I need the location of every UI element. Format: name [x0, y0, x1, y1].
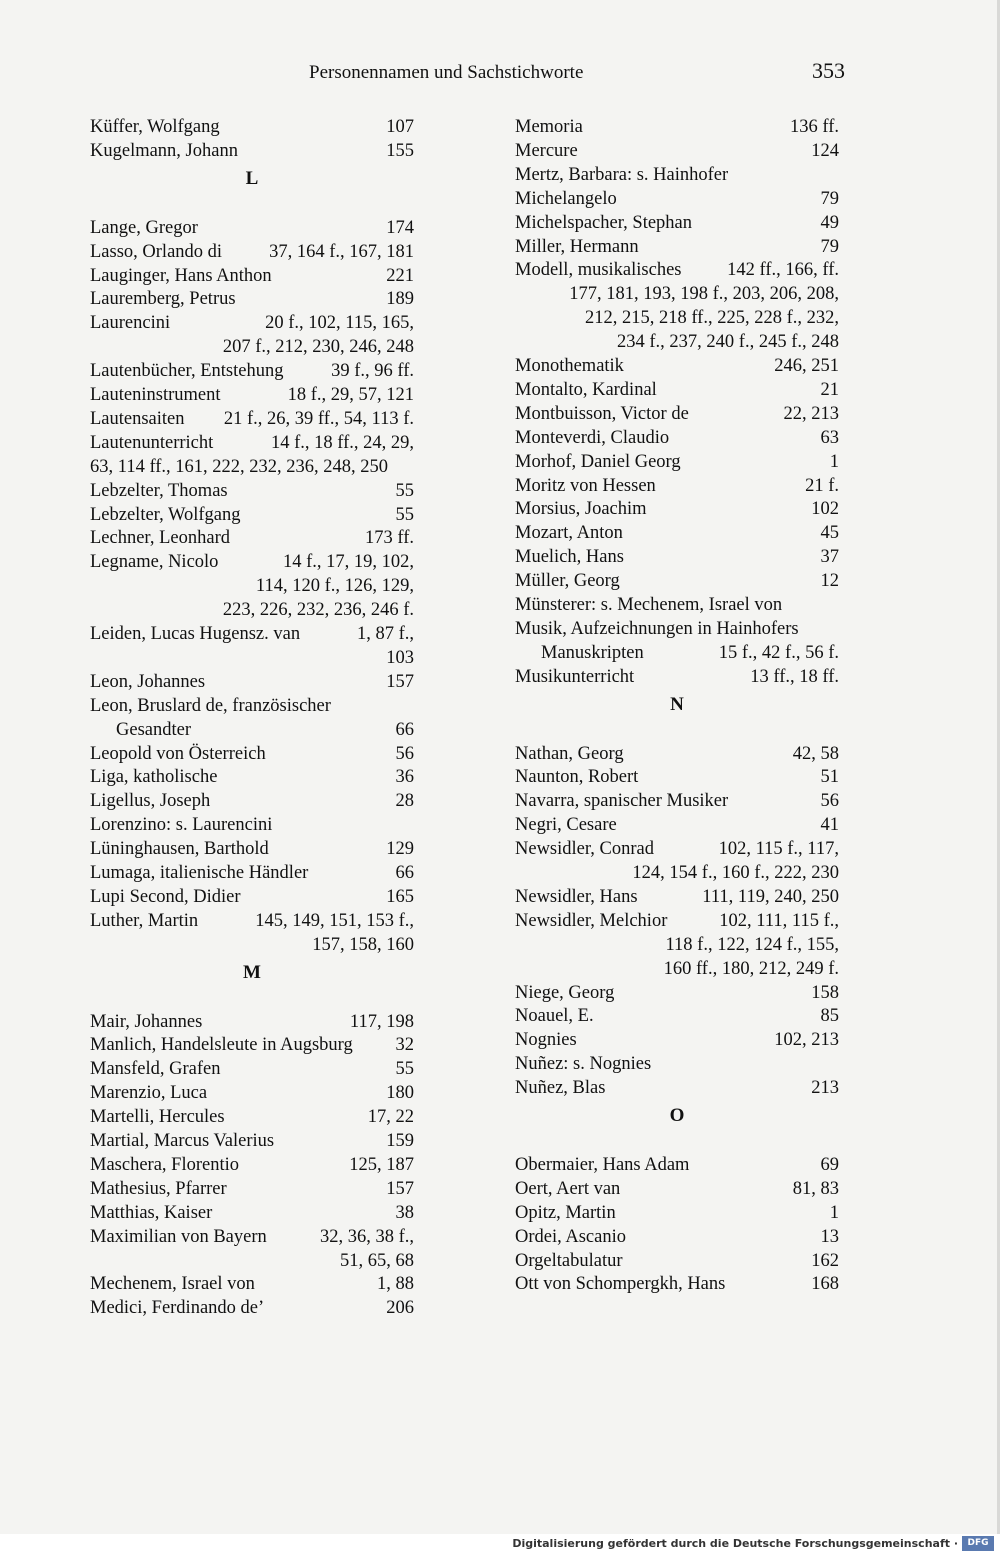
entry-name: Orgeltabulatur [515, 1250, 623, 1271]
entry-pages: 174 [386, 217, 414, 238]
entry-pages: 69 [820, 1154, 839, 1175]
entry-name: Lautenbücher, Entstehung [90, 361, 284, 382]
index-entry [515, 981, 839, 1005]
entry-pages: 55 [395, 504, 414, 525]
index-entry [515, 1052, 839, 1076]
entry-pages: 221 [386, 265, 414, 286]
index-entry [515, 545, 839, 569]
entry-name: Medici, Ferdinando de’ [90, 1298, 265, 1319]
entry-name: Ordei, Ascanio [515, 1226, 626, 1247]
entry-pages: 157 [386, 1178, 414, 1199]
entry-pages: 180 [386, 1083, 414, 1104]
index-entry [515, 933, 839, 957]
section-letter: M [243, 961, 261, 983]
index-entry [90, 1153, 414, 1177]
index-entry [515, 521, 839, 545]
index-entry [90, 383, 414, 407]
entry-name: Liga, katholische [90, 767, 218, 788]
entry-pages: 124 [811, 140, 839, 161]
entry-name: Leon, Johannes [90, 671, 206, 692]
entry-name: Montbuisson, Victor de [515, 403, 689, 424]
entry-name: Monothematik [515, 356, 624, 376]
entry-name: Lautenunterricht [90, 432, 214, 453]
index-entry [515, 1153, 839, 1177]
entry-name: Musikunterricht [515, 666, 635, 687]
dfg-logo: DFG [962, 1536, 994, 1551]
entry-name: Laurencini [90, 313, 171, 334]
entry-pages: 165 [386, 886, 414, 907]
index-entry [515, 306, 839, 330]
entry-pages: 118 f., 122, 124 f., 155, [665, 934, 839, 955]
entry-pages: 41 [820, 815, 839, 836]
entry-pages: 234 f., 237, 240 f., 245 f., 248 [617, 332, 839, 353]
index-entry [515, 641, 839, 665]
index-entry [90, 1057, 414, 1081]
entry-pages: 20 f., 102, 115, 165, [265, 313, 414, 334]
index-entry [90, 813, 414, 837]
index-entry [515, 1076, 839, 1100]
index-entry [90, 216, 414, 240]
entry-name: Michelangelo [515, 188, 617, 209]
index-entry [90, 742, 414, 766]
entry-pages: 142 ff., 166, ff. [727, 260, 839, 281]
index-entry [515, 665, 839, 689]
index-entry [515, 1249, 839, 1273]
entry-name: Küffer, Wolfgang [90, 117, 220, 137]
entry-name: Negri, Cesare [515, 815, 617, 836]
footer-bar [0, 1534, 1000, 1555]
entry-name: Morsius, Joachim [515, 499, 647, 520]
index-entry [515, 617, 839, 641]
index-entry [90, 1129, 414, 1153]
entry-pages: 13 ff., 18 ff. [750, 666, 839, 687]
entry-pages: 63 [820, 427, 839, 448]
entry-name: Monteverdi, Claudio [515, 427, 670, 448]
index-entry [515, 569, 839, 593]
entry-pages: 66 [395, 719, 414, 740]
index-entry [515, 885, 839, 909]
index-entry [90, 503, 414, 527]
entry-name: Miller, Hermann [515, 236, 639, 257]
entry-pages: 28 [395, 791, 414, 812]
entry-pages: 39 f., 96 ff. [331, 361, 414, 382]
entry-pages: 55 [395, 1059, 414, 1080]
entry-pages: 45 [820, 523, 839, 544]
index-entry [90, 1249, 414, 1273]
index-entry [515, 861, 839, 885]
index-entry [90, 240, 414, 264]
entry-name: Martial, Marcus Valerius [90, 1131, 275, 1151]
entry-pages: 173 ff. [365, 528, 414, 549]
index-entry [515, 1201, 839, 1225]
index-entry [515, 1225, 839, 1249]
entry-name: Martelli, Hercules [90, 1107, 225, 1128]
entry-pages: 17, 22 [367, 1107, 414, 1128]
index-entry [515, 282, 839, 306]
entry-name: Newsidler, Hans [515, 886, 638, 907]
entry-pages: 66 [395, 863, 414, 883]
index-entry [90, 335, 414, 359]
entry-name: Mozart, Anton [515, 523, 623, 544]
entry-name: Noauel, E. [515, 1006, 594, 1027]
entry-pages: 18 f., 29, 57, 121 [287, 385, 414, 405]
entry-pages: 15 f., 42 f., 56 f. [718, 642, 839, 663]
index-entry [515, 1028, 839, 1052]
section-letter: O [669, 1105, 685, 1127]
index-entry [90, 646, 414, 670]
index-entry [90, 407, 414, 431]
entry-name: Mair, Johannes [90, 1011, 203, 1032]
index-entry [90, 670, 414, 694]
index-entry [90, 1272, 414, 1296]
index-entry [90, 574, 414, 598]
entry-name: Lange, Gregor [90, 217, 198, 238]
entry-name: Michelspacher, Stephan [515, 212, 693, 233]
entry-name: Moritz von Hessen [515, 475, 656, 496]
entry-name: Lorenzino: s. Laurencini [90, 815, 273, 836]
index-entry [515, 765, 839, 789]
index-entry [515, 1004, 839, 1028]
entry-name: Marenzio, Luca [90, 1083, 208, 1104]
header-title: Personennamen und Sachstichworte [309, 62, 584, 83]
entry-pages: 56 [820, 791, 839, 812]
entry-pages: 124, 154 f., 160 f., 222, 230 [632, 863, 839, 883]
entry-pages: 85 [820, 1006, 839, 1027]
entry-name: Maschera, Florentio [90, 1154, 239, 1175]
index-entry [90, 1177, 414, 1201]
entry-name: Montalto, Kardinal [515, 379, 657, 400]
entry-name: Kugelmann, Johann [90, 140, 238, 161]
entry-pages: 212, 215, 218 ff., 225, 228 f., 232, [584, 308, 839, 329]
index-entry [515, 789, 839, 813]
entry-name: Mertz, Barbara: s. Hainhofer [515, 164, 729, 185]
index-entry [90, 837, 414, 861]
entry-pages: 160 ff., 180, 212, 249 f. [663, 958, 839, 979]
index-entry [515, 258, 839, 282]
entry-name: Münsterer: s. Mechenem, Israel von [515, 595, 783, 615]
entry-pages: 21 f., 26, 39 ff., 54, 113 f. [223, 408, 414, 429]
entry-pages: 189 [386, 289, 414, 310]
index-entry [90, 694, 414, 718]
index-entry [515, 426, 839, 450]
entry-pages: 42, 58 [792, 743, 839, 764]
index-entry [90, 718, 414, 742]
entry-name: Obermaier, Hans Adam [515, 1154, 690, 1175]
entry-pages: 117, 198 [349, 1011, 414, 1032]
page-number: 353 [812, 58, 845, 83]
entry-name: Müller, Georg [515, 571, 620, 592]
entry-pages: 13 [820, 1226, 839, 1247]
index-entry [515, 402, 839, 426]
entry-name: Opitz, Martin [515, 1202, 616, 1223]
index-entry [90, 455, 414, 479]
entry-pages: 223, 226, 232, 236, 246 f. [222, 600, 414, 621]
entry-pages: 145, 149, 151, 153 f., [255, 910, 414, 931]
entry-pages: 32, 36, 38 f., [319, 1226, 414, 1247]
index-entry [90, 909, 414, 933]
index-entry [90, 1225, 414, 1249]
entry-pages: 158 [811, 982, 839, 1003]
entry-pages: 51, 65, 68 [340, 1250, 414, 1271]
entry-name: Matthias, Kaiser [90, 1202, 213, 1223]
entry-pages: 157, 158, 160 [312, 934, 414, 955]
index-entry [515, 593, 839, 617]
entry-pages: 162 [811, 1250, 839, 1271]
index-entry [90, 789, 414, 813]
entry-pages: 213 [811, 1078, 839, 1099]
index-entry [515, 235, 839, 259]
entry-pages: 102, 213 [774, 1030, 839, 1051]
index-entry [515, 909, 839, 933]
index-entry [90, 1033, 414, 1057]
entry-name: Luther, Martin [90, 910, 199, 931]
index-entry [90, 765, 414, 789]
index-entry [515, 450, 839, 474]
entry-pages: 37 [820, 547, 839, 568]
entry-name: Lauteninstrument [90, 385, 221, 405]
index-entry [90, 115, 414, 139]
entry-pages: 32 [395, 1035, 414, 1056]
entry-pages: 102, 111, 115 f., [719, 910, 839, 931]
section-letter: L [245, 167, 259, 189]
entry-pages: 14 f., 17, 19, 102, [282, 552, 414, 573]
entry-name: Lechner, Leonhard [90, 528, 230, 549]
entry-name: Manlich, Handelsleute in Augsburg [90, 1035, 353, 1056]
entry-name: Newsidler, Conrad [515, 839, 655, 860]
entry-name: Manuskripten [541, 642, 644, 663]
index-entry [90, 139, 414, 163]
entry-pages: 103 [386, 647, 414, 668]
entry-pages: 22, 213 [783, 403, 839, 424]
entry-pages: 21 f. [805, 475, 839, 496]
index-entry [90, 526, 414, 550]
entry-pages: 21 [820, 379, 839, 400]
entry-name: Gesandter [116, 719, 191, 740]
index-entry [515, 813, 839, 837]
entry-pages: 1 [829, 1202, 839, 1223]
entry-name: Naunton, Robert [515, 767, 639, 788]
index-entry [90, 1201, 414, 1225]
entry-name: Musik, Aufzeichnungen in Hainhofers [515, 618, 799, 639]
entry-name: Modell, musikalisches [515, 260, 682, 281]
entry-name: Lupi Second, Didier [90, 886, 241, 907]
index-entry [515, 330, 839, 354]
index-entry [90, 1296, 414, 1320]
entry-name: Leon, Bruslard de, französischer [90, 695, 331, 716]
entry-name: Navarra, spanischer Musiker [515, 791, 729, 812]
entry-name: Niege, Georg [515, 982, 615, 1003]
index-entry [515, 1177, 839, 1201]
entry-name: Oert, Aert van [515, 1178, 621, 1199]
entry-pages: 1 [829, 451, 839, 472]
index-entry [90, 885, 414, 909]
index-entry [515, 1272, 839, 1296]
entry-name: Ott von Schompergkh, Hans [515, 1274, 726, 1295]
entry-pages: 168 [811, 1274, 839, 1295]
entry-pages: 79 [820, 236, 839, 257]
index-entry [515, 742, 839, 766]
entry-name: Nuñez, Blas [515, 1078, 606, 1099]
entry-pages: 56 [395, 743, 414, 764]
entry-name: Mercure [515, 140, 578, 161]
index-entry [90, 287, 414, 311]
entry-pages: 14 f., 18 ff., 24, 29, [270, 432, 414, 453]
entry-pages: 136 ff. [790, 117, 839, 137]
entry-pages: 51 [820, 767, 839, 788]
entry-name: Ligellus, Joseph [90, 791, 211, 812]
running-header [0, 58, 1000, 88]
entry-pages: 1, 87 f., [356, 624, 414, 644]
entry-name: Mansfeld, Grafen [90, 1059, 221, 1080]
index-entry [515, 115, 839, 139]
entry-pages: 246, 251 [774, 356, 839, 376]
index-entry [90, 431, 414, 455]
entry-pages: 125, 187 [349, 1154, 414, 1175]
entry-pages: 111, 119, 240, 250 [702, 886, 839, 907]
entry-name: 63, 114 ff., 161, 222, 232, 236, 248, 250 [90, 456, 389, 477]
index-entry [90, 479, 414, 503]
entry-name: Lumaga, italienische Händler [90, 863, 309, 883]
entry-name: Maximilian von Bayern [90, 1226, 267, 1247]
index-entry [90, 1081, 414, 1105]
index-entry [515, 497, 839, 521]
entry-name: Lauginger, Hans Anthon [90, 265, 272, 286]
entry-name: Memoria [515, 117, 583, 137]
entry-pages: 81, 83 [792, 1178, 839, 1199]
funding-credit: Digitalisierung gefördert durch die Deutsche Forschungsgemeinschaft · [512, 1537, 958, 1550]
index-entry [90, 933, 414, 957]
index-entry [90, 1010, 414, 1034]
entry-name: Nathan, Georg [515, 743, 624, 764]
entry-name: Muelich, Hans [515, 547, 624, 568]
section-letter: N [670, 693, 684, 715]
index-entry [515, 163, 839, 187]
entry-pages: 206 [386, 1298, 414, 1319]
entry-name: Mathesius, Pfarrer [90, 1178, 227, 1199]
index-entry [515, 211, 839, 235]
index-entry [90, 622, 414, 646]
entry-pages: 107 [386, 117, 414, 137]
entry-pages: 159 [386, 1131, 414, 1151]
entry-pages: 177, 181, 193, 198 f., 203, 206, 208, [569, 284, 839, 305]
entry-pages: 207 f., 212, 230, 246, 248 [222, 337, 414, 358]
entry-pages: 12 [820, 571, 839, 592]
entry-pages: 114, 120 f., 126, 129, [255, 576, 414, 597]
entry-name: Morhof, Daniel Georg [515, 451, 681, 472]
entry-pages: 102, 115 f., 117, [718, 839, 839, 860]
index-entry [90, 264, 414, 288]
entry-name: Nognies [515, 1030, 577, 1051]
index-entry [90, 311, 414, 335]
entry-pages: 49 [820, 212, 839, 233]
entry-name: Newsidler, Melchior [515, 910, 668, 931]
entry-pages: 129 [386, 839, 414, 860]
entry-pages: 102 [811, 499, 839, 520]
entry-name: Lüninghausen, Barthold [90, 839, 269, 860]
index-entry [515, 474, 839, 498]
entry-name: Lauremberg, Petrus [90, 289, 236, 310]
entry-name: Mechenem, Israel von [90, 1274, 255, 1295]
entry-pages: 38 [395, 1202, 414, 1223]
entry-name: Lautensaiten [90, 408, 185, 429]
entry-name: Lasso, Orlando di [90, 241, 223, 262]
entry-pages: 1, 88 [377, 1274, 414, 1295]
entry-pages: 155 [386, 140, 414, 161]
entry-pages: 36 [395, 767, 414, 788]
index-entry [515, 837, 839, 861]
index-entry [515, 139, 839, 163]
entry-name: Nuñez: s. Nognies [515, 1054, 652, 1075]
entry-pages: 79 [820, 188, 839, 209]
entry-pages: 37, 164 f., 167, 181 [269, 241, 414, 262]
index-entry [90, 359, 414, 383]
entry-name: Lebzelter, Thomas [90, 480, 228, 501]
entry-pages: 55 [395, 480, 414, 501]
entry-pages: 157 [386, 671, 414, 692]
entry-name: Leiden, Lucas Hugensz. van [90, 624, 301, 644]
index-entry [515, 957, 839, 981]
index-entry [515, 378, 839, 402]
index-entry [515, 354, 839, 378]
entry-name: Lebzelter, Wolfgang [90, 504, 241, 525]
index-entry [90, 598, 414, 622]
entry-name: Leopold von Österreich [90, 743, 266, 764]
index-entry [90, 861, 414, 885]
index-entry [90, 550, 414, 574]
index-entry [90, 1105, 414, 1129]
entry-name: Legname, Nicolo [90, 552, 219, 573]
index-entry [515, 187, 839, 211]
